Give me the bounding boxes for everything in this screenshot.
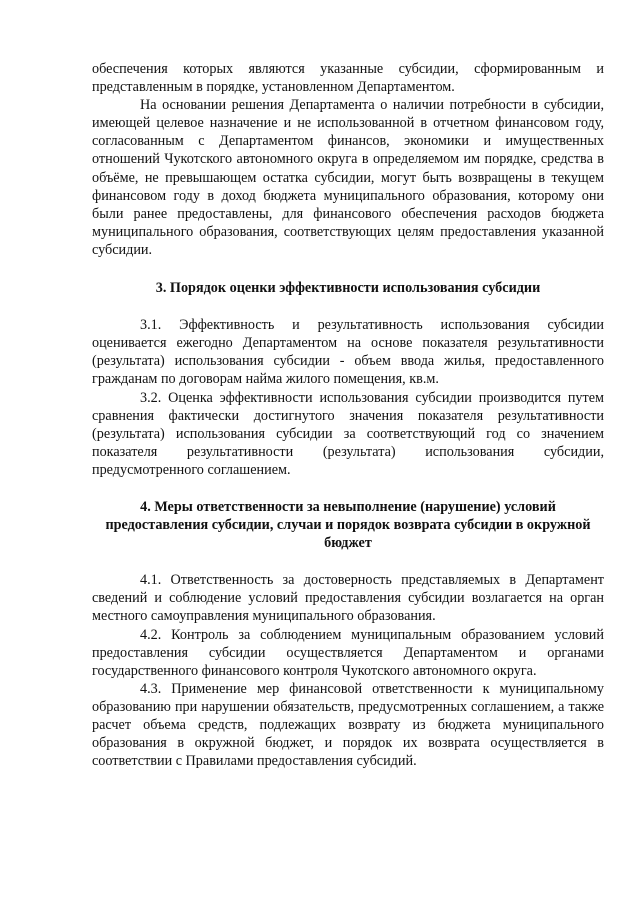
paragraph-3-1: 3.1. Эффективность и результативность использования субсидии оценивается ежегодно Департаментом на основе показателя результативности (результата) использования субсидии - объем ввода жилья, предоставленного гражданам по договорам найма жилого помещения, кв.м. (92, 317, 604, 388)
section-3-heading: 3. Порядок оценки эффективности использования субсидии (155, 280, 541, 297)
paragraph-4-3: 4.3. Применение мер финансовой ответственности к муниципальному образованию при нарушении обязательств, предусмотренных соглашением, а также расчет объема средств, подлежащих возврату из бюджета муниципального образования в окружной бюджет, и порядок их возврата осуществляется в соответствии с Правилами предоставления субсидий. (92, 680, 604, 770)
paragraph-return-of-funds: На основании решения Департамента о наличии потребности в субсидии, имеющей целевое назначение и не использованной в отчетном финансовом году, согласованным с Департаментом финансов, экономики и имущественных отношений Чукотского автономного округа в определяемом им порядке, средства в объёме, не превышающем остатка субсидии, могут быть возвращены в текущем финансовом году в доход бюджета муниципального образования, которому они были ранее предоставлены, для финансового обеспечения расходов бюджета муниципального образования, соответствующих целям предоставления указанной субсидии. (92, 97, 604, 258)
document-page (92, 60, 604, 770)
paragraph-3-2: 3.2. Оценка эффективности использования субсидии производится путем сравнения фактически достигнутого значения показателя результативности (результата) использования субсидии за соответствующий год со значением показателя результативности (результата) использования субсидии, предусмотренного соглашением. (92, 389, 604, 478)
section-4-heading: 4. Меры ответственности за невыполнение (нарушение) условий предоставления субсидии, случаи и порядок возврата субсидии в окружной бюджет (105, 498, 591, 552)
paragraph-4-2: 4.2. Контроль за соблюдением муниципальным образованием условий предоставления субсидии осуществляется Департаментом и органами государственного финансового контроля Чукотского автономного округа. (92, 626, 604, 679)
paragraph-continuation: обеспечения которых являются указанные субсидии, сформированным и представленным в порядке, установленном Департаментом. (92, 61, 604, 96)
paragraph-4-1: 4.1. Ответственность за достоверность представляемых в Департамент сведений и соблюдение условий предоставления субсидии возлагается на орган местного самоуправления муниципального образования. (92, 572, 604, 625)
